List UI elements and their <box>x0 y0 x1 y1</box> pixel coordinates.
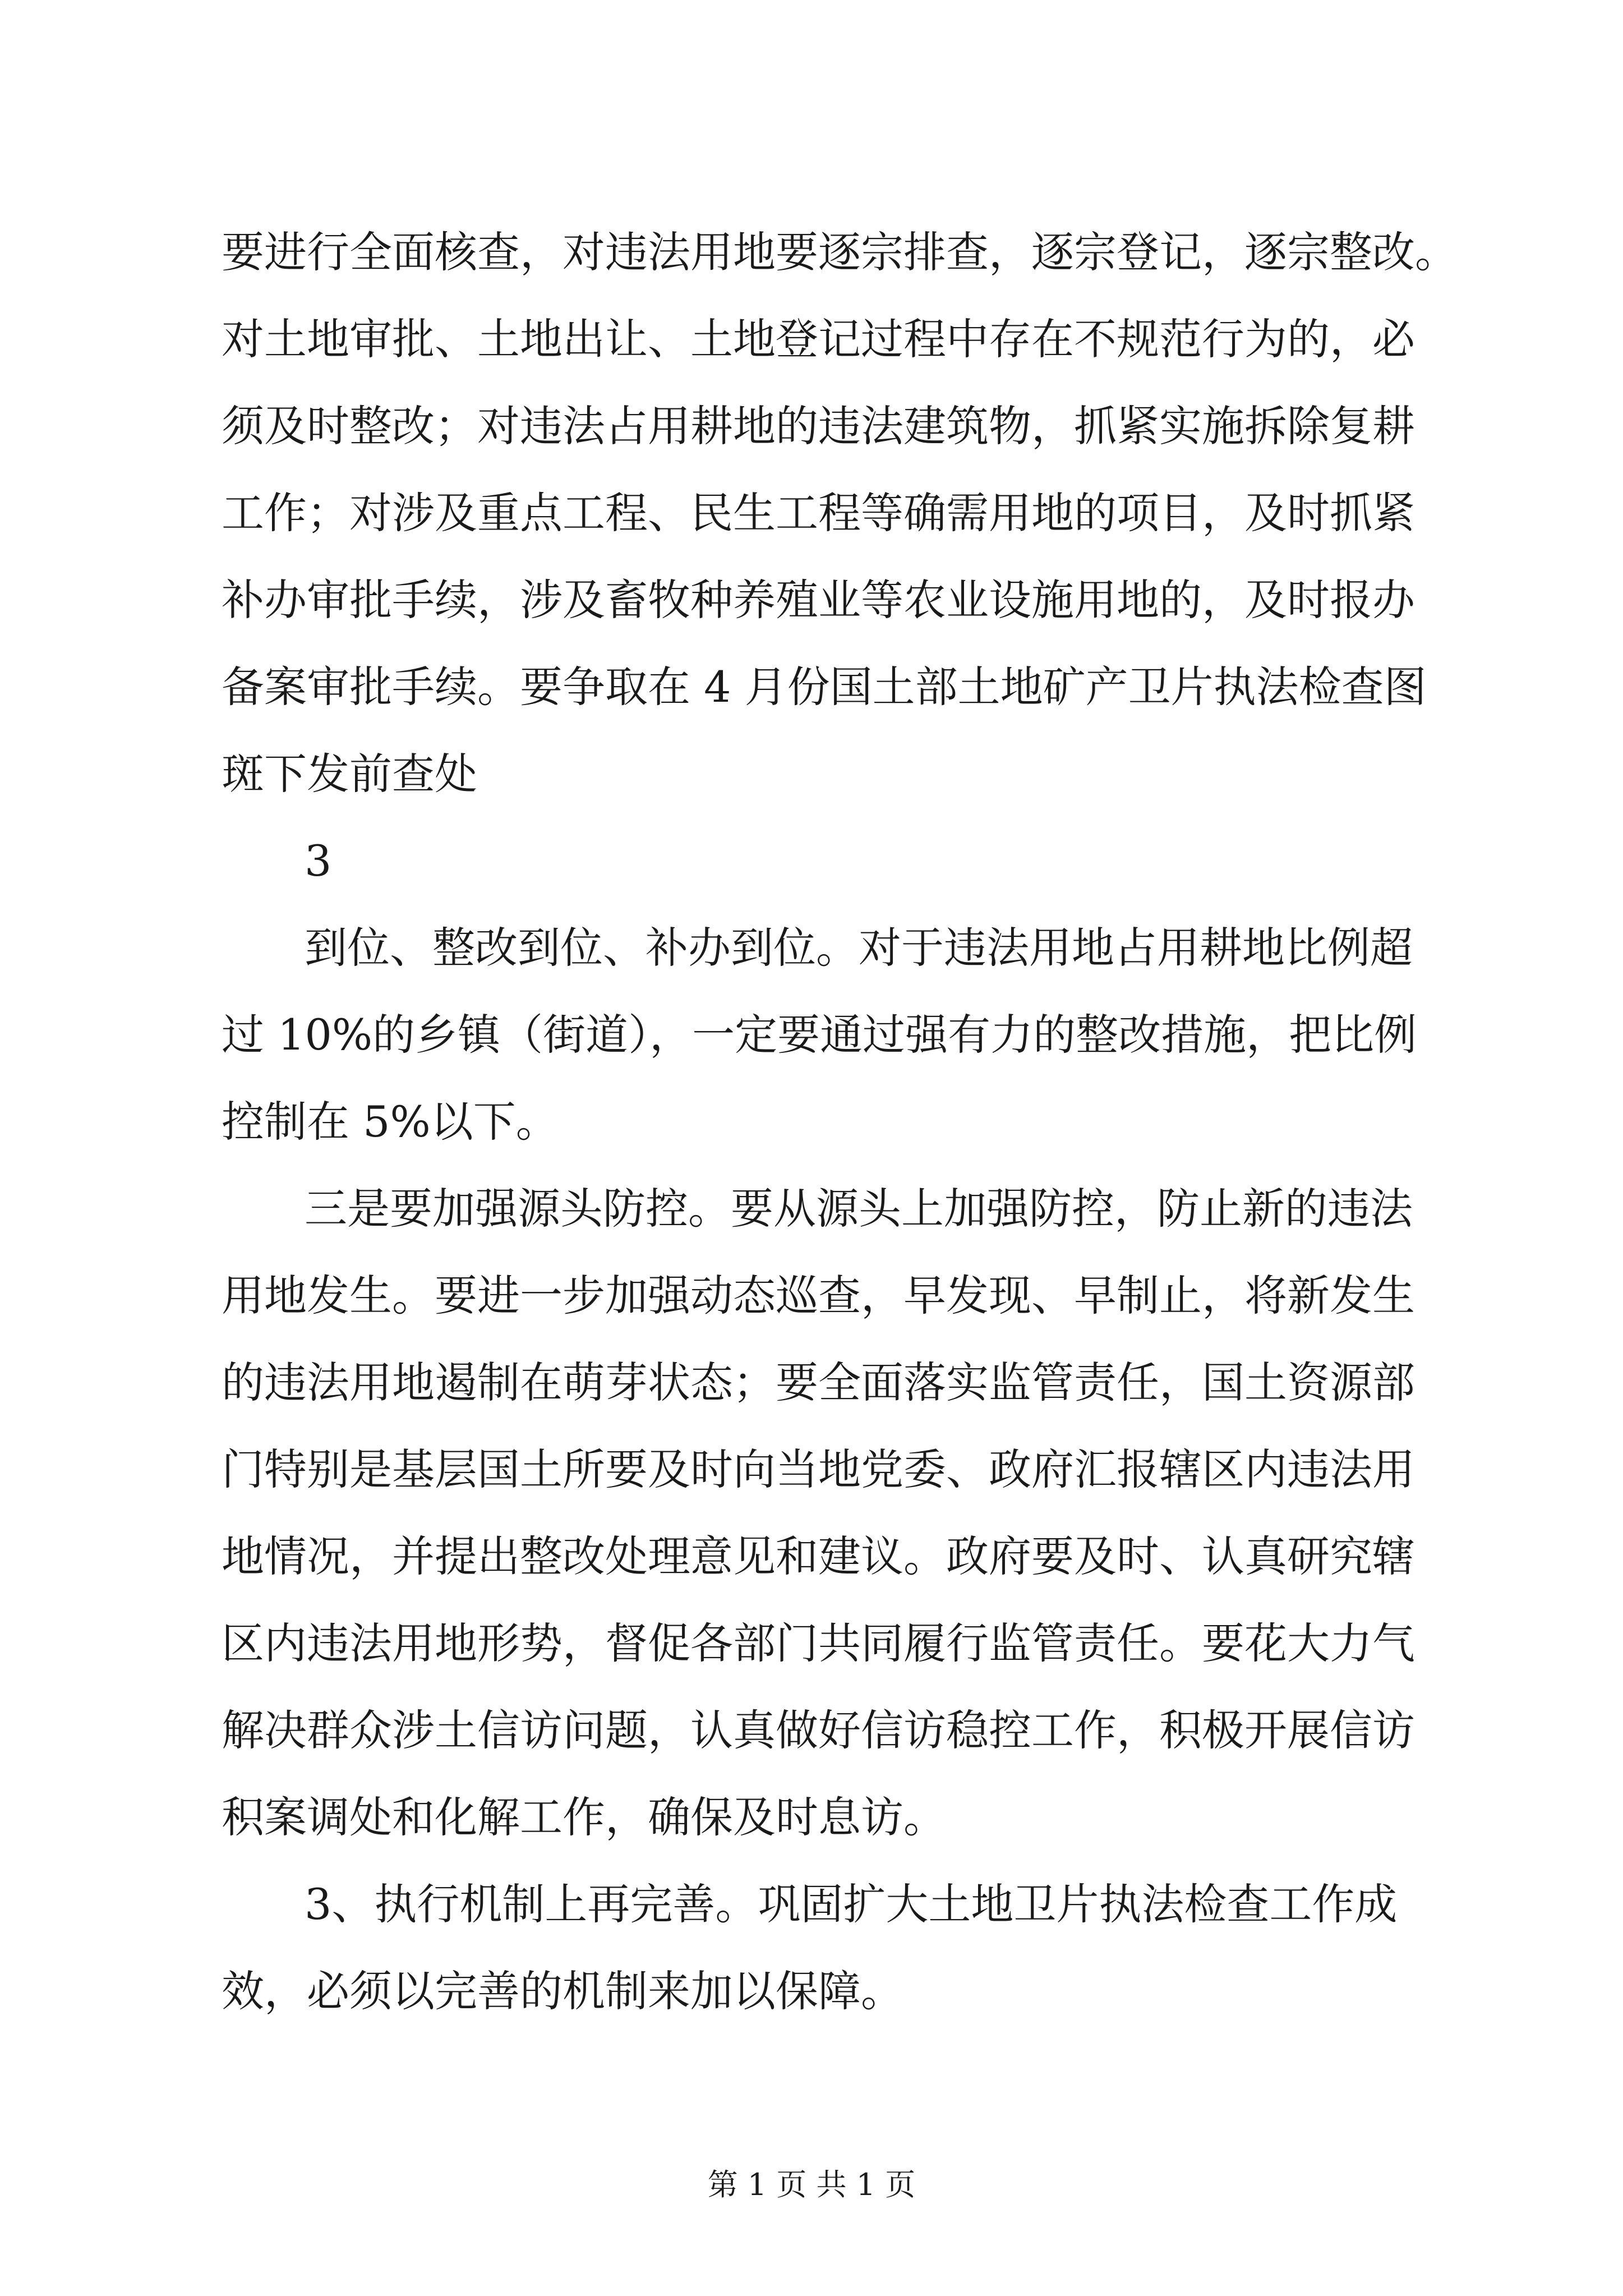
text-line: 斑下发前查处 <box>222 749 477 799</box>
text-line: 区内违法用地形势，督促各部门共同履行监管责任。要花大力气 <box>222 1618 1415 1668</box>
text-line: 备案审批手续。要争取在 4 月份国土部土地矿产卫片执法检查图 <box>222 662 1427 712</box>
text-line: 要进行全面核查，对违法用地要逐宗排查，逐宗登记，逐宗整改。 <box>222 227 1458 277</box>
page-footer: 第 1 页 共 1 页 <box>707 2167 916 2202</box>
text-line: 须及时整改；对违法占用耕地的违法建筑物，抓紧实施拆除复耕 <box>222 401 1415 451</box>
text-line: 工作；对涉及重点工程、民生工程等确需用地的项目，及时抓紧 <box>222 488 1415 538</box>
page-number-marker: 3 <box>305 836 332 886</box>
text-line: 过 10%的乡镇（街道），一定要通过强有力的整改措施，把比例 <box>222 1010 1417 1060</box>
text-line: 用地发生。要进一步加强动态巡查，早发现、早制止，将新发生 <box>222 1271 1415 1320</box>
text-line: 控制在 5%以下。 <box>222 1097 559 1147</box>
text-line: 的违法用地遏制在萌芽状态；要全面落实监管责任，国土资源部 <box>222 1358 1415 1407</box>
text-line: 三是要加强源头防控。要从源头上加强防控，防止新的违法 <box>305 1184 1413 1234</box>
text-line: 对土地审批、土地出让、土地登记过程中存在不规范行为的，必 <box>222 314 1415 364</box>
text-line: 效，必须以完善的机制来加以保障。 <box>222 1966 903 2016</box>
text-line: 3、执行机制上再完善。巩固扩大土地卫片执法检查工作成 <box>305 1879 1398 1929</box>
text-line: 积案调处和化解工作，确保及时息访。 <box>222 1792 946 1842</box>
text-line: 门特别是基层国土所要及时向当地党委、政府汇报辖区内违法用 <box>222 1444 1415 1494</box>
text-line: 地情况，并提出整改处理意见和建议。政府要及时、认真研究辖 <box>222 1531 1415 1581</box>
text-line: 到位、整改到位、补办到位。对于违法用地占用耕地比例超 <box>305 923 1413 973</box>
text-line: 补办审批手续，涉及畜牧种养殖业等农业设施用地的，及时报办 <box>222 575 1415 625</box>
text-line: 解决群众涉土信访问题，认真做好信访稳控工作，积极开展信访 <box>222 1705 1415 1755</box>
